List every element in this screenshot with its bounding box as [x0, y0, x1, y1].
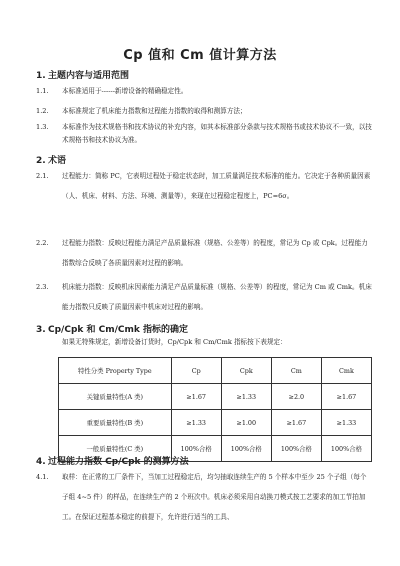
table-cell: 100%合格: [171, 436, 221, 462]
clause-number: 1.2.: [36, 107, 49, 115]
table-cell: 关键质量特性(A 类): [59, 384, 172, 410]
clause-text: 过程能力指数：反映过程能力满足产品质量标准（规格、公差等）的程度，常记为 Cp 或 Cpk。过程能力指数综合反映了各质量因素对过程的影响。: [62, 239, 368, 267]
section-number: 3.: [36, 325, 46, 335]
table-cell: ≥1.33: [171, 410, 221, 436]
clause-number: 1.3.: [36, 123, 49, 131]
table-cell: ≥1.67: [321, 384, 371, 410]
table-cell: 100%合格: [321, 436, 371, 462]
section-heading-1: [36, 68, 129, 81]
column-header: Cm: [271, 358, 321, 384]
clause-text: 取样：在正常的工厂条件下，当加工过程稳定后，均匀抽取连续生产的 5 个样本中至少 25 个子组（每个子组 4~5 件）的样品，在连续生产的 2 个班次中。机床必须采用自动换刀模式按工艺要求的加工节拍加工。在保证过程基本稳定的前提下，允许进行适当的工具、: [62, 473, 367, 521]
table-cell: ≥2.0: [271, 384, 321, 410]
paragraph-1-3: [36, 121, 372, 147]
table-cell: ≥1.33: [221, 384, 271, 410]
clause-number: 1.1.: [36, 87, 49, 95]
section-title: Cp/Cpk 和 Cm/Cmk 指标的确定: [48, 325, 189, 335]
section-heading-2: [36, 153, 66, 166]
table-cell: ≥1.00: [221, 410, 271, 436]
clause-number: 2.1.: [36, 172, 49, 180]
table-row: [59, 384, 372, 410]
clause-text: 过程能力：简称 PC，它表明过程处于稳定状态时，加工质量满足技术标准的能力。它决定于各种质量因素（人、机床、材料、方法、环境、测量等），来现在过程稳定程度上，PC=6σ。: [62, 172, 371, 200]
section-title: 过程能力指数 Cp/Cpk 的测算方法: [48, 457, 189, 467]
table-cell: ≥1.67: [171, 384, 221, 410]
paragraph-2-3: [36, 277, 372, 317]
paragraph-2-2: [36, 233, 372, 273]
section-number: 1.: [36, 71, 46, 81]
clause-text: 本标准规定了机床能力指数和过程能力指数的取得和测算方法；: [62, 107, 247, 115]
table-cell: ≥1.67: [271, 410, 321, 436]
section-title: 主题内容与适用范围: [48, 71, 130, 81]
paragraph-1-1: [36, 81, 372, 102]
section-heading-4: [36, 454, 189, 467]
clause-number: 2.2.: [36, 239, 49, 247]
clause-text: 本标准适用于------新增设备的精确稳定性。: [62, 87, 188, 95]
column-header: Cpk: [221, 358, 271, 384]
section-title: 术语: [48, 156, 67, 166]
table-cell: 100%合格: [221, 436, 271, 462]
table-header-row: [59, 358, 372, 384]
column-header: 特性分类 Property Type: [59, 358, 172, 384]
paragraph-2-1: [36, 166, 372, 206]
paragraph-1-2: [36, 101, 372, 122]
section-number: 2.: [36, 156, 46, 166]
section-number: 4.: [36, 457, 46, 467]
table-cell: ≥1.33: [321, 410, 371, 436]
clause-text: 机床能力指数：反映机床因素能力满足产品质量标准（规格、公差等）的程度，常记为 Cm 或 Cmk。机床能力指数只反映了质量因素中机床对过程的影响。: [62, 283, 372, 311]
column-header: Cp: [171, 358, 221, 384]
clause-text: 本标准作为技术规格书和技术协议的补充内容，如其本标准部分条款与技术规格书或技术协议不一致，以技术规格书和技术协议为准。: [62, 123, 372, 144]
page-title: Cp 值和 Cm 值计算方法: [123, 48, 277, 63]
table-row: [59, 410, 372, 436]
clause-number: 2.3.: [36, 283, 49, 291]
table-cell: 一般质量特性(C 类): [59, 436, 172, 462]
capability-requirements-table: [58, 357, 372, 462]
table-cell: 100%合格: [271, 436, 321, 462]
column-header: Cmk: [321, 358, 371, 384]
clause-number: 4.1.: [36, 473, 49, 481]
section-heading-3: [36, 322, 188, 335]
table-cell: 重要质量特性(B 类): [59, 410, 172, 436]
paragraph-4-1: [36, 467, 372, 527]
section-3-intro: 如果无特殊规定，新增设备订货时，Cp/Cpk 和 Cm/Cmk 指标按下表规定：: [62, 338, 287, 346]
